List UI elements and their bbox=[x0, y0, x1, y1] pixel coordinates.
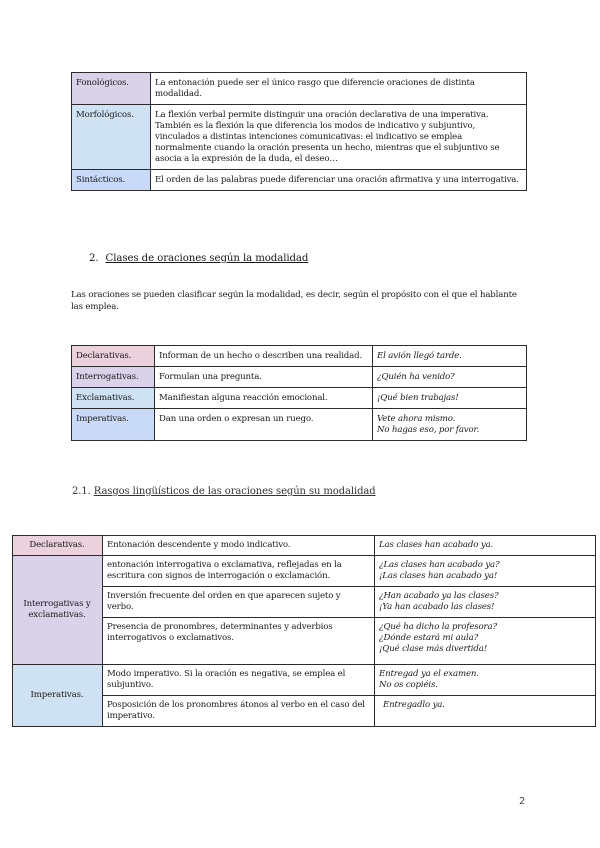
section-number: 2. bbox=[89, 253, 99, 264]
example-line: Entregadlo ya. bbox=[383, 700, 445, 710]
subsection-number: 2.1. bbox=[72, 486, 91, 497]
row-text: El orden de las palabras puede diferenciar una oración afirmativa y una interrogativa. bbox=[151, 170, 527, 191]
example-line: Las clases han acabado ya. bbox=[379, 540, 494, 550]
feature-examples bbox=[375, 587, 596, 618]
feature-examples bbox=[375, 556, 596, 587]
page-number: 2 bbox=[519, 796, 526, 807]
example-line: Vete ahora mismo. bbox=[377, 414, 456, 424]
class-description: Manifiestan alguna reacción emocional. bbox=[155, 388, 373, 409]
feature-examples bbox=[375, 665, 596, 696]
row-label: Morfológicos. bbox=[72, 105, 151, 170]
feature-text: Modo imperativo. Si la oración es negativa, se emplea el subjuntivo. bbox=[103, 665, 375, 696]
feature-examples bbox=[375, 618, 596, 665]
feature-text: Posposición de los pronombres átonos al verbo en el caso del imperativo. bbox=[103, 696, 375, 727]
table-row bbox=[72, 409, 527, 441]
class-description: Dan una orden o expresan un ruego. bbox=[155, 409, 373, 441]
class-example bbox=[373, 346, 527, 367]
table-row bbox=[13, 665, 596, 696]
class-example bbox=[373, 388, 527, 409]
example-line: ¿Las clases han acabado ya? bbox=[379, 560, 500, 570]
class-example bbox=[373, 409, 527, 441]
example-line: El avión llegó tarde. bbox=[377, 351, 462, 361]
feature-text: Entonación descendente y modo indicativo. bbox=[103, 536, 375, 556]
row-text: La flexión verbal permite distinguir una oración declarativa de una imperativa. También es la flexión la que diferencia los modos de indicativo y subjuntivo, vinculados a distintas intenciones comunicativas: el indicativo se emplea normalmente cuando la oración presenta un hecho, mientras que el subjuntivo se asocia a la expresión de la duda, el deseo… bbox=[151, 105, 527, 170]
example-line: ¡Qué clase más divertida! bbox=[379, 644, 488, 654]
example-line: ¡Las clases han acabado ya! bbox=[379, 571, 498, 581]
example-line: No os copiéis. bbox=[379, 680, 438, 690]
section-heading bbox=[89, 253, 308, 264]
modality-features-table bbox=[12, 535, 596, 727]
class-label: Declarativas. bbox=[72, 346, 155, 367]
linguistic-levels-table bbox=[71, 72, 527, 191]
example-line: ¡Qué bien trabajas! bbox=[377, 393, 459, 403]
example-line: Entregad ya el examen. bbox=[379, 669, 479, 679]
example-line: ¿Han acabado ya las clases? bbox=[379, 591, 499, 601]
example-line: ¿Dónde estará mi aula? bbox=[379, 633, 479, 643]
example-line: ¿Quién ha venido? bbox=[377, 372, 455, 382]
table-row bbox=[72, 73, 527, 105]
table-row bbox=[13, 556, 596, 587]
intro-paragraph: Las oraciones se pueden clasificar según la modalidad, es decir, según el propósito con el que el hablante las emplea. bbox=[71, 290, 517, 312]
row-text: La entonación puede ser el único rasgo que diferencie oraciones de distinta modalidad. bbox=[151, 73, 527, 105]
section-title: Clases de oraciones según la modalidad bbox=[105, 253, 309, 264]
group-label: Interrogativas y exclamativas. bbox=[13, 556, 103, 665]
group-label: Declarativas. bbox=[13, 536, 103, 556]
class-example bbox=[373, 367, 527, 388]
feature-text: entonación interrogativa o exclamativa, reflejadas en la escritura con signos de interrogación o exclamación. bbox=[103, 556, 375, 587]
row-label: Sintácticos. bbox=[72, 170, 151, 191]
class-description: Formulan una pregunta. bbox=[155, 367, 373, 388]
example-line: ¡Ya han acabado las clases! bbox=[379, 602, 495, 612]
table-row bbox=[13, 536, 596, 556]
feature-examples bbox=[375, 696, 596, 727]
class-label: Imperativas. bbox=[72, 409, 155, 441]
row-label: Fonológicos. bbox=[72, 73, 151, 105]
class-label: Interrogativas. bbox=[72, 367, 155, 388]
group-label: Imperativas. bbox=[13, 665, 103, 727]
table-row bbox=[72, 367, 527, 388]
subsection-heading bbox=[72, 486, 376, 497]
table-row bbox=[72, 105, 527, 170]
subsection-title: Rasgos lingüísticos de las oraciones según su modalidad bbox=[93, 486, 376, 497]
example-line: No hagas eso, por favor. bbox=[377, 425, 480, 435]
sentence-classes-table bbox=[71, 345, 527, 441]
feature-text: Presencia de pronombres, determinantes y adverbios interrogativos o exclamativos. bbox=[103, 618, 375, 665]
table-row bbox=[72, 388, 527, 409]
table-row bbox=[72, 346, 527, 367]
feature-text: Inversión frecuente del orden en que aparecen sujeto y verbo. bbox=[103, 587, 375, 618]
class-description: Informan de un hecho o describen una realidad. bbox=[155, 346, 373, 367]
table-row bbox=[72, 170, 527, 191]
class-label: Exclamativas. bbox=[72, 388, 155, 409]
example-line: ¿Qué ha dicho la profesora? bbox=[379, 622, 497, 632]
feature-examples bbox=[375, 536, 596, 556]
